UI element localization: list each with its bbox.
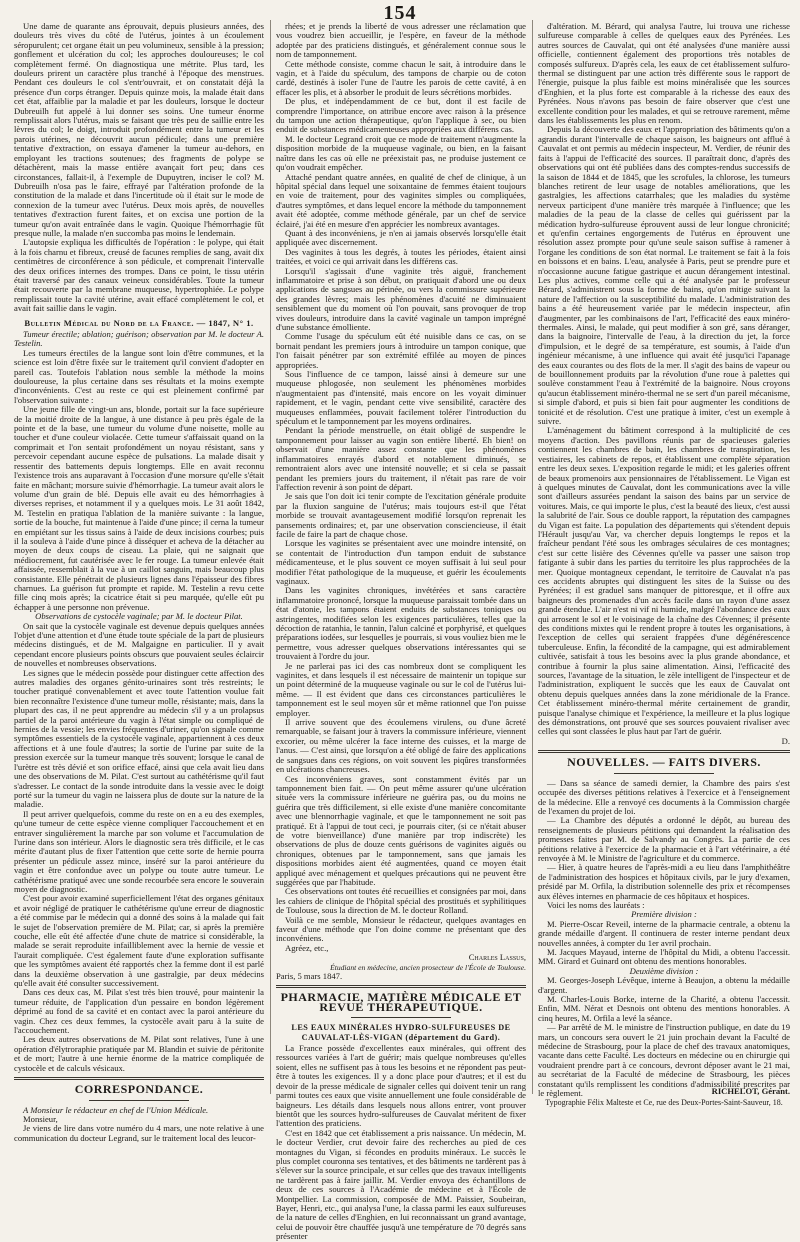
paragraph: Je ne parlerai pas ici des cas nombreux dont se compliquent les vaginites, et dans lesquels il est nécessaire de maintenir un topique sur un point déterminé de la muqueuse vaginale ou sur le col de l'utérus lui-même. — Il est évident que dans ces circonstances particulières le tamponnement est le seul moyen sûr et même rationnel que l'on puisse employer. — [276, 660, 526, 718]
paragraph: Une dame de quarante ans éprouvait, depuis plusieurs années, des douleurs très vives du côté de l'utérus, jointes à un écoulement séropurulent; cet organe était un peu volumineux, sensible à la pression; gonflement et ulcération du col; les approches douloureuses; le col complètement fermé. On diagnostiqua une métrite. Plus tard, les douleurs prirent un caractère plus tranché à l'époque des menstrues. Pendant ces douleurs le col s'entr'ouvrait, et on constatait déjà la présence d'un corps étranger. Depuis quinze mois, la malade était dans cet état, affaiblie par la maladie et par les douleurs, lorsque le docteur Dubreuilh fut appelé à lui donner ses soins. Une tumeur énorme remplissait alors l'utérus, mais se faisant que très peu de saillie entre les lèvres du col; le doigt, introduit profondément entre la tumeur et les parois utérines, ne découvrit aucun pédicule; dans une première tentative d'extraction, on essaya d'amener la tumeur au-dehors, en employant les tractions soutenues; des fragments de polype se détachèrent, mais la masse entière avançait fort peu; dans ces circonstances, fallait-il, à l'exemple de Dupuytren, inciser le col? M. Dubreuilh n'osa pas le faire, effrayé par l'altération profonde de la constitution de la malade et dans l'incertitude où il était sur le mode de connexion de la tumeur avec l'utérus. Deux mois après, de nouvelles tentatives d'extraction furent faites, et on excisa une portion de la tumeur qu'on avait entraînée dans le vagin. Quoique l'hémorrhagie fût presque nulle, la malade n'en succomba pas moins le lendemain. — [14, 21, 264, 238]
paragraph: Comme l'usage du spéculum eût été nuisible dans ce cas, on se bornait pendant les premiers jours à introduire un tampon conique, que l'on faisait pénétrer par son extrémité effilée au moyen de pinces appropriées. — [276, 331, 526, 370]
paragraph: — Dans sa séance de samedi dernier, la Chambre des pairs s'est occupée des diverses pétitions relatives à l'exercice et à l'enseignement de la médecine. Elle a renvoyé ces documents à la Commission chargée de l'examen du projet de loi. — [538, 777, 790, 816]
paragraph: Quant à des inconvéniens, je n'en ai jamais observés lorsqu'elle était appliquée avec discernement. — [276, 227, 526, 248]
pharmacie-heading: PHARMACIE, MATIÈRE MÉDICALE ET REVUE THÉRAPEUTIQUE. — [280, 990, 522, 1014]
closing: Agréez, etc., — [285, 942, 329, 953]
division-label: Deuxième division : — [629, 965, 699, 976]
column-1 — [14, 21, 264, 1143]
column-divider — [270, 20, 271, 1094]
eaux-heading: LES EAUX MINÉRALES HYDRO-SULFUREUSES DE CAUVALAT-LÈS-VIGAN (département du Gard). — [291, 1023, 511, 1042]
paragraph: L'autopsie expliqua les difficultés de l'opération : le polype, qui était à la fois charnu et fibreux, creusé de facunes remplies de sang, avait dix centimètres de circonférence à son pédicule, et comprenait l'intervalle des deux orifices internes des trompes. Dans ce point, le tissu utérin était traversé par des canaux veineux considérables. Toute la tumeur était recouverte par la membrane muqueuse, hypertrophiée. Le polype remplissait toute la cavité utérine, avait effacé complètement le col, et avait fait saillie dans le vagin. — [14, 237, 264, 314]
paragraph: Pendant la période menstruelle, on était obligé de suspendre le tamponnement pour laisser au vagin son entière liberté. Eh bien! on observait d'une manière assez constante que les phénomènes inflammatoires enrayés d'abord et notablement diminués, se remontraient alors avec une intensité nouvelle; et si cela se passait pendant les premiers jours du traitement, il n'était pas rare de voir l'affection revenir à son point de départ. — [276, 425, 526, 492]
paragraph: Je viens de lire dans votre numéro du 4 mars, une note relative à une communication du docteur Legrand, sur le traitement local des leucor- — [14, 1123, 264, 1143]
paragraph: La France possède d'excellentes eaux minérales, qui offrent des ressources variées à l'art de guérir; mais quelque nombreuses qu'elles soient, elles ne suffisent pas à tous les besoins et ne répondent pas peut-être à toutes les exigences. Il y a donc place pour d'autres; et il est du devoir de la presse médicale de signaler celles qui doivent tenir un rang parmi toutes ces eaux que visite annuellement une foule considérable de baigneurs. Les détails dans lesquels nous allons entrer, vont prouver bientôt que les sources hydro-sulfureuses de Cauvalat méritent de fixer l'attention des praticiens. — [276, 1043, 526, 1129]
paragraph: Il peut arriver quelquefois, comme du reste on en a eu des exemples, qu'une tumeur de cette espèce vienne compliquer l'accouchement et en entraver singulièrement la marche par son volume et l'accumulation de l'urine dans son intérieur. Alors le diagnostic sera très difficile, et le cas mérite d'autant plus de fixer l'attention que cette sorte de hernie pourra présenter un pédicule assez mince, inséré sur la paroi antérieure du vagin et être confondue avec un polype ou toute autre tumeur. Le cathétérisme pratiqué avec une sonde recourbée sera encore le souverain moyen de diagnostic. — [14, 808, 264, 894]
section-divider — [276, 985, 526, 988]
correspondance-addressee: A Monsieur le rédacteur en chef de l'Union Médicale. — [23, 1104, 209, 1115]
observation-title: Observations de cystocèle vaginale; par M. le docteur Pilat. — [35, 611, 243, 622]
paragraph: M. Georges-Joseph Lévêque, interne à Beaujon, a obtenu la médaille d'argent. — [538, 975, 790, 995]
paragraph: Lorsque les vaginites se présentaient avec une moindre intensité, on se contentait de l'introduction d'un tampon enduit de substance médicamenteuse, et le plus souvent ce moyen suffisait à lui seul pour modifier l'état pathologique de la muqueuse, et guérir les écoulements vaginaux. — [276, 538, 526, 586]
paragraph: Voici les noms des lauréats : — [547, 899, 645, 910]
paragraph: Depuis la découverte des eaux et l'appropriation des bâtiments qu'on a agrandis durant l'intervalle de chaque saison, les baigneurs ont afflué à Cauvalat et ont permis au médecin inspecteur, M. Verdier, de réunir des faits à l'appui de l'efficacité des sources. Il paraîtrait donc, d'après des observations qui ont été publiées dans des comptes-rendus successifs de la saison de 1844 et de 1845, que les scrofules, la chlorose, les tumeurs blanches retirent de leur usage de notables améliorations, que les gastralgies, les affections catarrhales; que les maladies du système nerveux participent d'une manière très marquée à l'influence; que les maladies de la peau de la classe de celles qui guérissent par la médication hydro-sulfureuse éprouvent aussi de leur longue chronicité; et qu'enfin certaines engorgements de l'utérus en éprouvent une résolution assez prompte pour qu'une seule saison suffise à ramener à l'organe les conditions de son état normal. Le traitement se fait à la fois en boissons et en bains. L'eau, analysée à Paris, peut se prendre pure et n'occasionne aucune fatigue gastrique et aucun dérangement intestinal. Les plus actives, comme celle qui a été analysée par le professeur Bérard, s'administrent sous la forme de bains, qu'on mitige suivant la nature de l'affection ou la susceptibilité du malade. L'administration des bains a été heureusement variée par le médecin inspecteur, afin d'augmenter, par les combinaisons de l'art, l'efficacité des eaux minéro-thermales. Ainsi, le malade, qui peut modifier à son gré, sans déranger, dans la baignoire, l'intervalle de l'eau, à la direction du jet, la force d'impulsion, et le degré de sa température, est soumis, à l'aide d'un ingénieur mécanisme, à une influence qui avait été jusqu'ici l'apanage des eaux courantes ou des flots de la mer. Il s'agit des bains de vapeur ou de bouillonnement produits par la révolution d'une roue à palettes qui soulève constamment l'eau à l'extrémité de la baignoire. Nous croyons qu'aucun établissement minéro-thermal ne se sert d'un pareil mécanisme, si simple d'abord, et puis si bien fait pour augmenter les conditions de tonicité et de résolution. C'est une pratique à imiter, c'est un exemple à suivre. — [538, 124, 790, 427]
bulletin-title: Bulletin Médical du Nord de la France. — 1847, N° 1. — [24, 317, 254, 328]
paragraph: Voilà ce me semble, Monsieur le rédacteur, quelques avantages en faveur d'une méthode que l'on doine comme ne présentant que des inconvéniens. — [276, 914, 526, 944]
nouvelles-heading: NOUVELLES. — FAITS DIVERS. — [567, 755, 761, 770]
paragraph: Je sais que l'on doit ici tenir compte de l'excitation générale produite par la fluxion sanguine de l'utérus; mais toujours est-il que l'état morbide se trouvait avantageusement modifié lorsqu'on reprenait les pansements ordinaires; et, par une observation consciencieuse, il était facile de faire la part de chaque chose. — [276, 491, 526, 539]
divider — [89, 1100, 189, 1101]
column-divider — [532, 20, 533, 1094]
paragraph: Dans les vaginites chroniques, invétérées et sans caractère inflammatoire prononcé, lorsque la muqueuse paraissait tombée dans un état d'atonie, les tampons étaient enduits de substances toniques ou astringentes, modifiées selon les exigences particulières, telles que la décoction de ratanhia, le tannin, l'alun calciné et porphyrisé, et quelques préparations iodées, sur lesquelles je pourrais, si vous vouliez bien me le permettre, vous adresser quelques observations intéressantes qui se trouvaient à l'ordre du jour. — [276, 585, 526, 662]
paragraph: — Hier, à quatre heures de l'après-midi a eu lieu dans l'amphithéâtre de l'administration des hospices et hôpitaux civils, par le jury d'examen, présidé par M. Orfila, la distribution solennelle des prix et récompenses aux élèves internes en pharmacie de ces hôpitaux et hospices. — [538, 862, 790, 901]
paragraph: On sait que la cystocèle vaginale est devenue depuis quelques années l'objet d'une attention et d'une étude toute spéciale de la part de plusieurs médecins distingués, et de M. Malgaigne en particulier. Il y avait cependant encore plusieurs points obscurs que pouvaient seules éclaircir de nouvelles et nombreuses observations. — [14, 620, 264, 669]
paragraph: Des vaginites à tous les degrés, à toutes les périodes, étaient ainsi traitées, et voici ce qui arrivait dans les différens cas. — [276, 246, 526, 267]
signature-title: Étudiant en médecine, ancien prosecteur de l'École de Toulouse. — [330, 962, 526, 972]
paragraph: Cette méthode consiste, comme chacun le sait, à introduire dans le vagin, et à l'aide du spéculum, des tampons de charpie ou de coton cardé, destinés à isoler l'une de l'autre les parois de cette cavité, à en effacer les plis, et à absorber le produit de leurs sécrétions morbides. — [276, 58, 526, 97]
paragraph: — La Chambre des députés a ordonné le dépôt, au bureau des renseignements de plusieurs pétitions qui demandent la réalisation des promesses faites par M. de Salvandy au Congrès. La partie de ces pétitions relative à l'exercice de la pharmacie et à l'art vétérinaire, a été renvoyée à M. le Ministre de l'agriculture et du commerce. — [538, 815, 790, 863]
section-divider — [14, 1077, 264, 1080]
paragraph: d'altération. M. Bérard, qui analysa l'autre, lui trouva une richesse sulfureuse comparable à celles de quelques eaux des Pyrénées. Les autres sources de Cauvalat, qui ont été analysées d'une manière aussi officielle, contiennent également des proportions très notables de composés sulfureux. D'après cela, les eaux de cet établissement sulfuro-thermal se distinguent par une action très différente sous le rapport de l'énergie, puisque la plus faible est moins minéralisée que les sources d'Enghien, et la plus forte est comparable à la richesse des eaux des Pyrénées. Nous n'avons pas besoin de faire observer que c'est une excellente condition pour les malades, et qui se retrouve rarement, même dans les établissements les plus en renom. — [538, 21, 790, 126]
article-signature: D. — [781, 735, 790, 746]
paragraph: M. le docteur Legrand croit que ce mode de traitement n'augmente la disposition morbide de la muqueuse vaginale, ou bien, en la faisant naître dans les cas où elle ne préexistait pas, ne produise justement ce qu'on voudrait empêcher. — [276, 133, 526, 173]
letter-date: Paris, 5 mars 1847. — [276, 971, 343, 982]
paragraph: Sous l'influence de ce tampon, laissé ainsi à demeure sur une muqueuse phlogosée, non seulement les phénomènes morbides n'augmentaient pas d'intensité, mais encore on les voyait diminuer rapidement, et le vagin, pendant cette vive sensibilité, caractère des muqueuses enflammées, pouvait facilement tolérer l'introduction du spéculum et le tamponnement par les moyens ordinaires. — [276, 369, 526, 427]
paragraph: Les tumeurs érectiles de la langue sont loin d'être communes, et la science est loin d'être fixée sur le traitement qu'il convient d'adopter en pareil cas. Toutefois l'ablation nous semble la méthode la moins douloureuse, la plus certaine dans ses résultats et la moins exempte d'inconvénients. C'est au reste ce qui est pleinement confirmé par l'observation suivante : — [14, 347, 264, 405]
bulletin-subtitle: Tumeur érectile; ablation; guérison; observation par M. le docteur A. Testelin. — [14, 329, 264, 349]
paragraph: L'aménagement du bâtiment correspond à la multiplicité de ces moyens d'action. Des pavillons réunis par de spacieuses galeries contiennent les chambres de bain, les chambres de transpiration, les vestiaires, les cabinets de repos, et établissent une complète séparation entre les deux sexes. L'exposition regarde le midi; et les galeries offrent de beaux promenoirs aux pensionnaires de l'établissement. Le Vigan est à quelques minutes de Cauvalat, dont les communications avec la ville sont d'ailleurs assurées pendant la saison des bains par un service de voitures. Mais, ce qui importe le plus, c'est la beauté des lieux, c'est aussi la salubrité de l'air. Sous ce double rapport, la réputation des campagnes du Vigan est faite. La population des départements qui s'étendent depuis l'Hérault jusqu'au Var, va chercher depuis longtemps le repos et la fraîcheur pendant l'été sous les ombrages séculaires de ces montagnes; c'est sur cette lisière des Cévennes qu'elle va passer une saison trop fatigante à subir dans les parties du territoire les plus rapprochées de la mer. Quoique montagneux cependant, le territoire de Cauvalat n'a pas ces accidents abruptes qui distinguent les sites de la Suisse ou des Pyrénées; il est graduel sans manquer de pittoresque, et il offre aux baigneurs des promenades d'un accès facile dans un rayon d'une assez grande étendue. L'air n'est ni vif ni humide, malgré l'abondance des eaux qui arrosent le sol et le voisinage de la chaîne des Cévennes; il présente des conditions mixtes qui le rendent propre à toutes les organisations, à l'exception de celles qui seraient frappées d'une dégénérescence tuberculeuse. Enfin, la fécondité de la campagne, qui est admirablement cultivée, satisfait à tous les besoins avec la plus grande abondance, et contribue à fournir la plus saine alimentation. Ainsi, l'efficacité des sources, l'avantage de la situation, le zèle intelligent de l'inspecteur et de l'administration, expliquent le succès que les eaux de Cauvalat ont obtenu depuis quelques années dans la zone méridionale de la France. Cet établissement minéro-thermal mérite certainement de grandir, puisque l'analyse chimique et l'expérience, la meilleure et la plus logique des démonstrations, ont prouvé que ses sources pouvaient rivaliser avec celles qui sont classées le plus haut par l'art de guérir. — [538, 425, 790, 737]
paragraph: Ces observations ont toutes été recueillies et consignées par moi, dans les cahiers de clinique de l'hôpital spécial des prostitués et syphilitiques de Toulouse, sous la direction de M. le docteur Rolland. — [276, 886, 526, 916]
paragraph: C'est en 1842 que cet établissement a pris naissance. Un médecin, M. le docteur Verdier, crut devoir faire des recherches au pied de ces montagnes du Vigan, si fécondes en produits minéraux. Le succès le plus complet couronna ses tentatives, et des bâtiments ne tardèrent pas à s'élever sur la source principale, et sur celles que des travaux intelligents ne tardèrent pas à faire jaillir. M. Verdier envoya des échantillons de deux de ces sources à l'Académie de médecine et à l'École de Montpellier. La commission, composée de MM. Paissier, Soubeiran, Bayer, Henri, etc., qui analysa l'une, la classa parmi les eaux sulfureuses de la nature de celles d'Enghien, en lui reconnaissant un grand avantage, celui de pouvoir être chauffée jusqu'à une température de 70 degrés sans présenter — [276, 1127, 526, 1242]
paragraph: Attaché pendant quatre années, en qualité de chef de clinique, à un hôpital spécial dans lequel une soixantaine de femmes étaient toujours en voie de traitement, pour des vaginites simples ou compliquées, d'autres symptômes, et dans lequel encore la méthode du tamponnement avait été adoptée, comme méthode générale, par un chef de service éclairé, j'ai été en mesure d'en apprécier les nombreux avantages. — [276, 171, 526, 229]
section-divider — [538, 750, 790, 753]
column-2 — [276, 21, 526, 1242]
divider — [351, 1017, 451, 1018]
paragraph: Les deux autres observations de M. Pilat sont relatives, l'une à une opération d'élytroraphie pratiquée par M. Blandin et suivie de péritonite et de mort; l'autre à une hernie énorme de la matrice compliquée de cystocèle et de calculs vésicaux. — [14, 1034, 264, 1073]
page-number: 154 — [383, 2, 417, 24]
signature-name: Charles Lassus, — [468, 952, 526, 963]
paragraph: Lorsqu'il s'agissait d'une vaginite très aiguë, franchement inflammatoire et prise à son début, on pratiquait d'abord une ou deux applications de sangsues au périnée, ou vers la commissure supérieure des grandes lèvres; mais les phénomènes d'acuité ne diminuaient sensiblement que du moment où l'on pouvait, sans provoquer de trop vives douleurs, introduire dans la cavité vaginale un tampon imprégné d'une substance émolliente. — [276, 265, 526, 332]
paragraph: Une jeune fille de vingt-un ans, blonde, portait sur la face supérieure de la moitié droite de la langue, à une distance à peu près égale de la pointe et de la base, une tumeur du volume d'une noisette, molle au toucher et d'une couleur violacée. Cette tumeur s'affaissait quand on la comprimait et l'on sentait profondément un noyau résistant, sans y percevoir cependant aucune espèce de pulsations. La malade disait y ressentir des battements depuis longtemps. Elle en avait reconnu l'existence trois ans auparavant à l'occasion d'une morsure qu'elle s'était faite en mâchant; morsure suivie d'hémorrhagie. La tumeur avait alors le volume d'un grain de blé. Depuis elle avait eu des hémorrhagies à diverses reprises, et notamment il y a quelques mois. Le 31 août 1842, M. Testelin en pratiqua l'ablation de la manière suivante : la langue, sortie de la bouche, fut maintenue à l'aide d'une pince; il cerna la tumeur en empiétant sur les tissus sains à l'aide de deux incisions courbes; puis il la souleva à l'aide d'une pince à disséquer et acheva de la détacher au moyen de deux coups de ciseau. La plaie, qui ne saignait que médiocrement, fut cautérisée avec le fer rouge. La tumeur enlevée était affaissée, ressemblait à la vue à un caillot sanguin, mais beaucoup plus consistante. Elle pénétrait de plusieurs lignes dans l'épaisseur des fibres charnues. La guérison fut prompte et rapide. M. Testelin a revu cette fille cinq mois après; la cicatrice était si peu marquée, qu'elle eût pu échapper à une personne non prévenue. — [14, 404, 264, 612]
paragraph: C'est pour avoir examiné superficiellement l'état des organes génitaux et avoir négligé de pratiquer le cathétérisme qu'une erreur de diagnostic a été commise par le médecin qui a donné des soins à la malade qui fait le sujet de l'observation première de M. Pilat; car, si après la première couche, elle eût été affectée d'une chute de matrice si considérable, la malade se serait reproduite infailliblement avec la hernie de vessie et l'aurait compliquée. C'est également faute d'une exploration suffisante que les symptômes avaient été rapportés chez la femme dont il est parlé dans la deuxième observation à une gastralgie, par deux médecins qu'elle avait été consulter successivement. — [14, 893, 264, 989]
paragraph: Les signes que le médecin possède pour distinguer cette affection des autres maladies des organes génito-urinaires sont très restreints; le toucher pratiqué convenablement et avec toute l'attention voulue fait bien reconnaître l'existence d'une tumeur molle, résistante; mais, dans la plupart des cas, il ne peut apprendre au médecin s'il y a un prolapsus partiel de la paroi antérieure du vagin à l'état simple ou compliqué de hernies de la vessie; les envies fréquentes d'uriner, qu'on signale comme symptômes essentiels de la cystocèle vaginale, appartiennent à ces deux affections et à une foule d'autres; la sortie de l'urine par suite de la pression exercée sur la tumeur manque très souvent; lorsque le canal de l'urètre est très dévié et son orifice effacé, ainsi que cela avait lieu dans une des observations de M. Pilat. C'est surtout au cathétérisme qu'il faut s'adresser. Le contact de la sonde introduite dans la vessie avec le doigt porté sur la tumeur du vagin ne laissera plus de doute sur la nature de la maladie. — [14, 667, 264, 810]
gerant-signature: RICHELOT, Gérant. — [711, 1086, 790, 1096]
paragraph: — Par arrêté de M. le ministre de l'instruction publique, en date du 19 mars, un concours sera ouvert le 21 juin prochain devant la Faculté de médecine de Strasbourg, pour la place de chef des travaux anatomiques, vacante dans cette Faculté. Les docteurs en médecine ou en chirurgie qui voudraient prendre part à ce concours, devront déposer avant le 21 mai, au secrétariat de la Faculté de médecine de Strasbourg, les pièces constatant qu'ils remplissent les conditions d'admissibilité prescrites par le règlement. — [538, 1022, 790, 1099]
divider — [614, 773, 715, 774]
imprint-line: Typographie Félix Malteste et Ce, rue des Deux-Portes-Saint-Sauveur, 18. — [545, 1098, 783, 1107]
paragraph: De plus, et indépendamment de ce but, dont il est facile de comprendre l'importance, on attribue encore avec raison à la présence du tampon une action thérapeutique, qu'on l'applique à sec, ou bien enduit de substances médicamenteuses appropriées aux différens cas. — [276, 96, 526, 135]
salutation: Monsieur, — [23, 1113, 58, 1124]
paragraph: M. Charles-Louis Borke, interne de la Charité, a obtenu l'accessit. Enfin, MM. Nérat et Desnois ont obtenu des mentions honorables. A cinq heures, M. Orfila a levé la séance. — [538, 994, 790, 1023]
paragraph: Ces inconvéniens graves, sont constamment évités par un tamponnement bien fait. — On peut même assurer qu'une ulcération située vers la commissure inférieure ne guérira pas, ou du moins ne guérira que très difficilement, si elle existe d'une manière concomitante avec une blennorrhagie vaginale, et que le tamponnement ne soit pas pratiqué. Et à l'appui de tout ceci, je pourrais citer, (si ce n'était abuser de votre bienveillance) d'une manière par trop indiscrète) les observations de plus de douze cents guérisons de vaginites aiguës ou chroniques, obtenues par le tamponnement, sans que jamais les dispositions morbides aient été augmentées, quand ce moyen était appliqué avec ménagement et quelques précautions qui ne peuvent être suggérées que par l'habitude. — [276, 773, 526, 887]
paragraph: M. Jacques Mayaud, interne de l'hôpital du Midi, a obtenu l'accessit. MM. Girard et Guinard ont obtenu des mentions honorables. — [538, 947, 790, 967]
division-label: Première division : — [631, 909, 697, 920]
paragraph: rhées; et je prends la liberté de vous adresser une réclamation que vous voudrez bien accueillir, je l'espère, en faveur de la méthode adoptée par des praticiens distingués, et généralement connue sous le nom de tamponnement. — [276, 21, 526, 60]
paragraph: Dans ces deux cas, M. Pilat s'est très bien trouvé, pour maintenir la tumeur réduite, de l'application d'un pessaire en bondon légèrement déprimé au fond de sa cavité et en contact avec la paroi antérieure du vagin. Chez ces deux femmes, la cystocèle avait paru à la suite de l'accouchement. — [14, 987, 264, 1036]
paragraph: M. Pierre-Oscar Reveil, interne de la pharmacie centrale, a obtenu la grande médaille d'argent. Il continuera de rester interne pendant deux nouvelles années, à compter du 1er avril prochain. — [538, 918, 790, 948]
paragraph: Il arrive souvent que des écoulemens virulens, ou d'une âcreté remarquable, se faisant jour à travers la commissure inférieure, viennent excorier, ou même ulcérer la face interne des cuisses, et la marge de l'anus. — C'est ainsi, que lorsqu'on a été obligé de faire des applications de sangsues dans ces régions, on voit souvent les piqûres transformées en ulcérations chancreuses. — [276, 717, 526, 775]
correspondance-heading: CORRESPONDANCE. — [74, 1082, 204, 1097]
